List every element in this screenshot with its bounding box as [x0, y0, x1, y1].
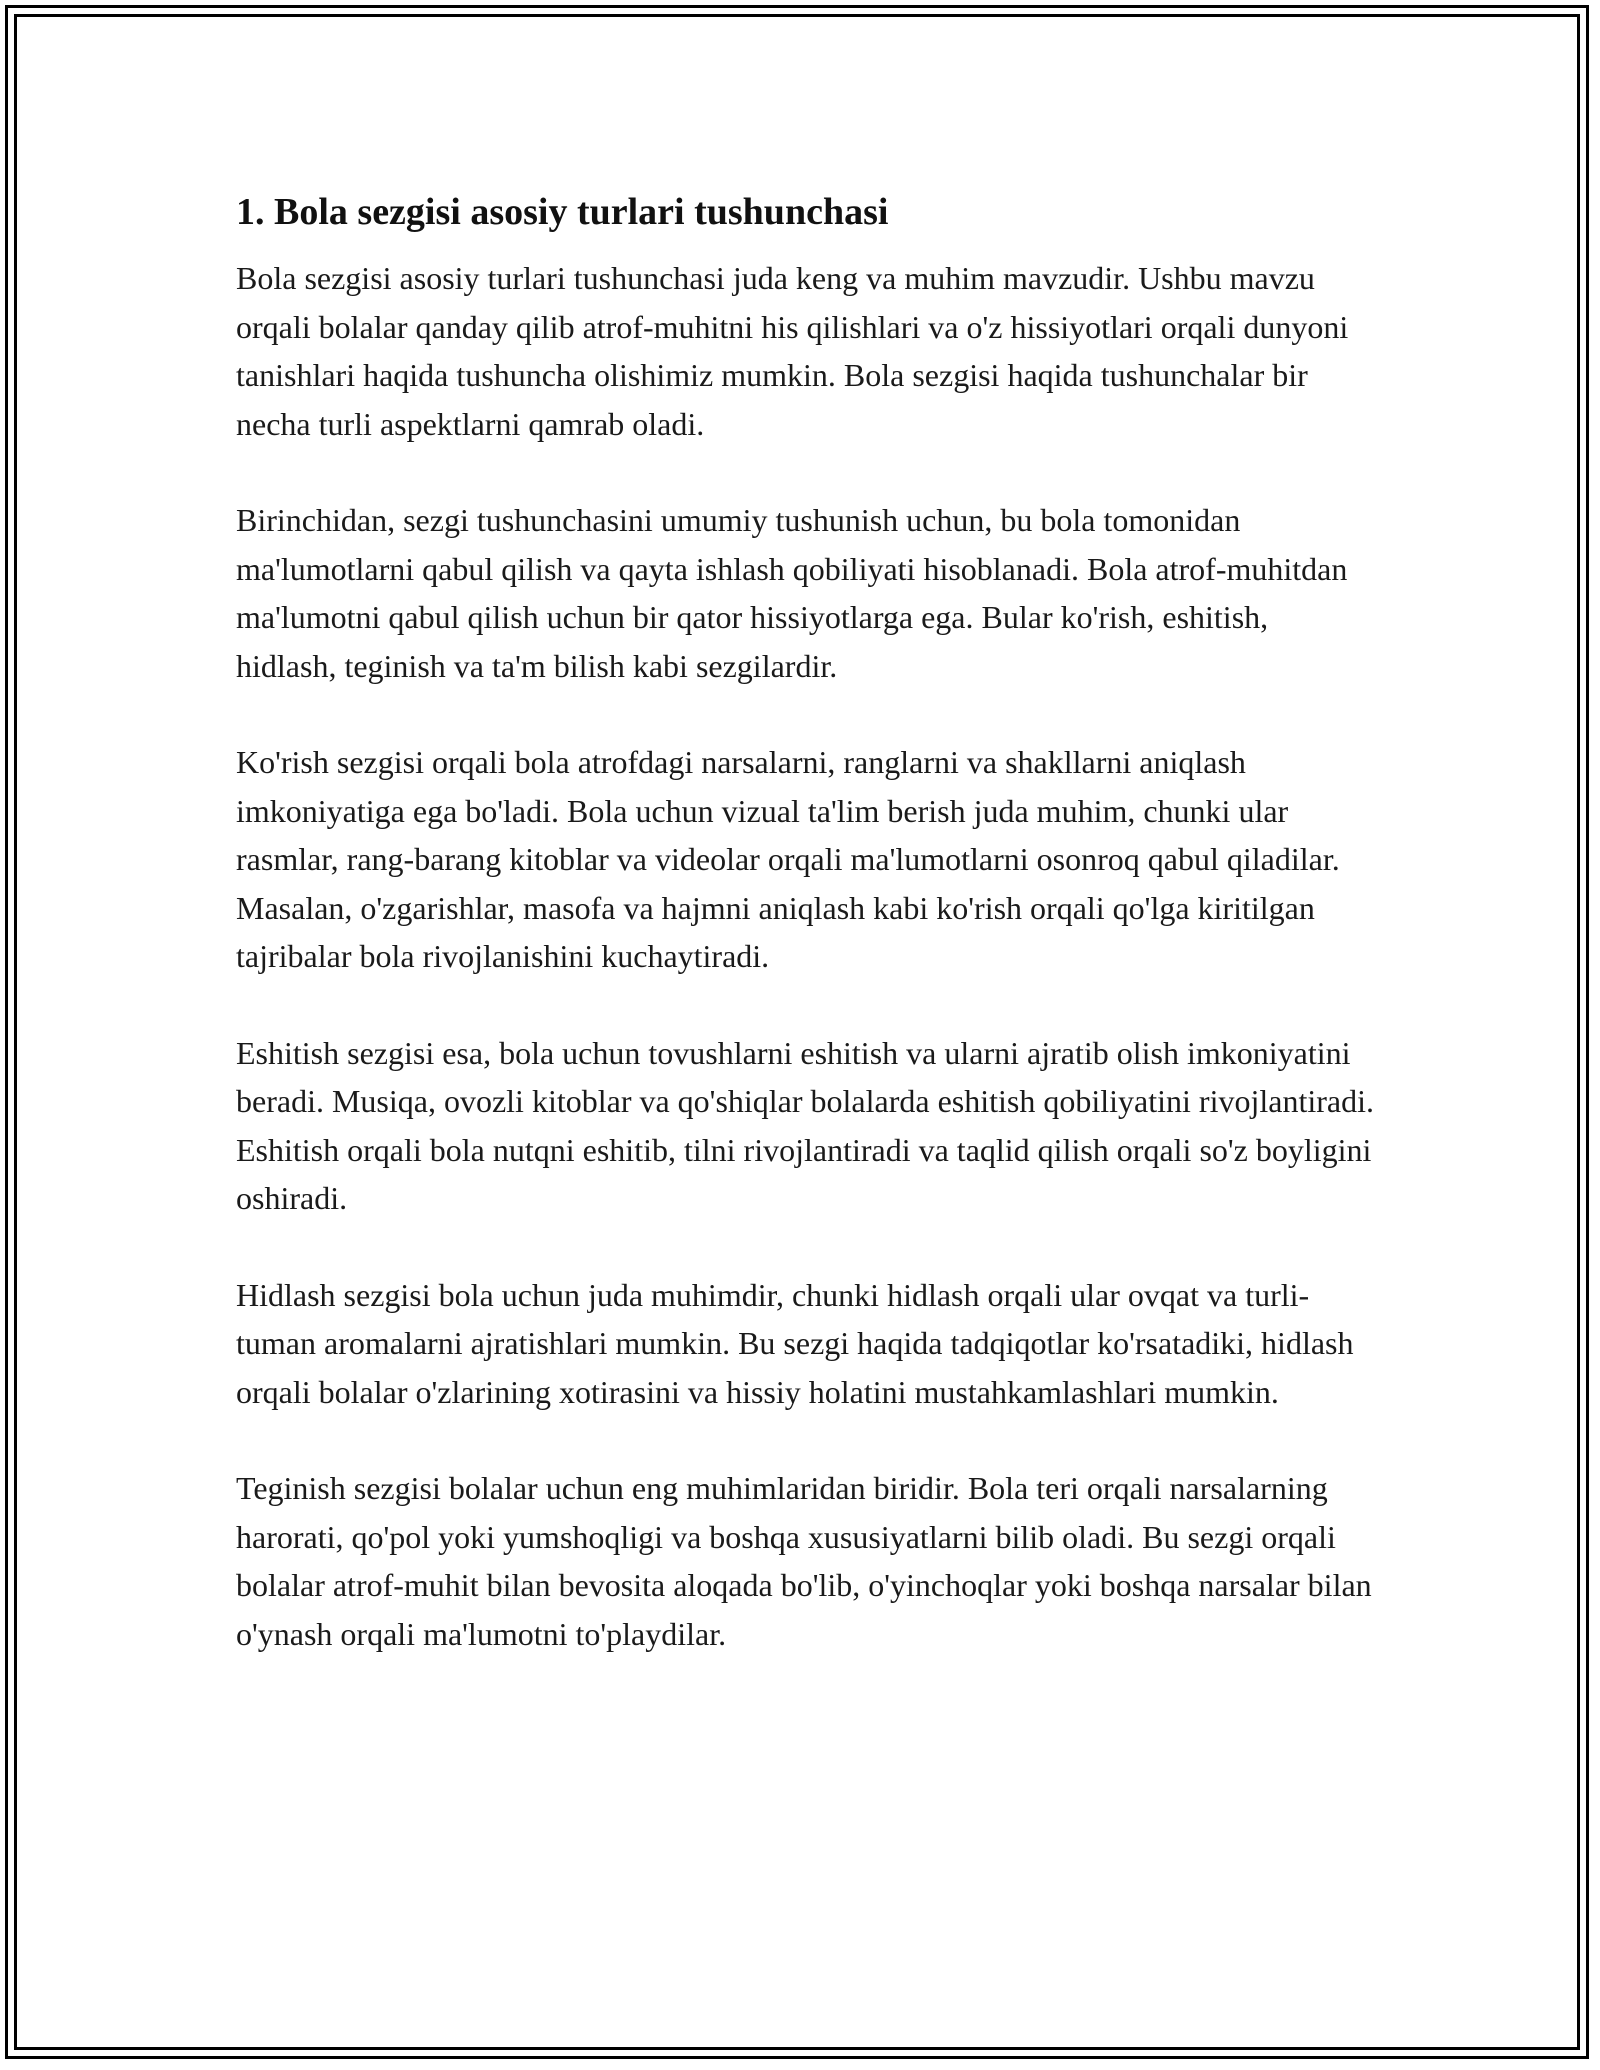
section-heading: 1. Bola sezgisi asosiy turlari tushunchasi — [236, 191, 889, 233]
paragraph-smell: Hidlash sezgisi bola uchun juda muhimdir, chunki hidlash orqali ular ovqat va turli-tuman aromalarni ajratishlari mumkin. Bu sezgi haqida tadqiqotlar ko'rsatadiki, hidlash orqali bolalar o'zlarining xotirasini va hissiy holatini mustahkamlashlari mumkin. — [236, 1276, 1354, 1410]
document-body — [236, 188, 1376, 1706]
paragraph-hearing: Eshitish sezgisi esa, bola uchun tovushlarni eshitish va ularni ajratib olish imkoniyatini beradi. Musiqa, ovozli kitoblar va qo'shiqlar bolalarda eshitish qobiliyatini rivojlantiradi. Eshitish orqali bola nutqni eshitib, tilni rivojlantiradi va taqlid qilish orqali so'z boyligini oshiradi. — [236, 1034, 1374, 1216]
paragraph-general-sense: Birinchidan, sezgi tushunchasini umumiy tushunish uchun, bu bola tomonidan ma'lumotlarni qabul qilish va qayta ishlash qobiliyati hisoblanadi. Bola atrof-muhitdan ma'lumotni qabul qilish uchun bir qator hissiyotlarga ega. Bular ko'rish, eshitish, hidlash, teginish va ta'm bilish kabi sezgilardir. — [236, 502, 1348, 684]
paragraph-intro: Bola sezgisi asosiy turlari tushunchasi juda keng va muhim mavzudir. Ushbu mavzu orqali bolalar qanday qilib atrof-muhitni his qilishlari va o'z hissiyotlari orqali dunyoni tanishlari haqida tushuncha olishimiz mumkin. Bola sezgisi haqida tushunchalar bir necha turli aspektlarni qamrab oladi. — [236, 260, 1349, 442]
paragraph-touch: Teginish sezgisi bolalar uchun eng muhimlaridan biridir. Bola teri orqali narsalarning harorati, qo'pol yoki yumshoqligi va boshqa xususiyatlarni bilib oladi. Bu sezgi orqali bolalar atrof-muhit bilan bevosita aloqada bo'lib, o'yinchoqlar yoki boshqa narsalar bilan o'ynash orqali ma'lumotni to'playdilar. — [236, 1470, 1372, 1652]
paragraph-vision: Ko'rish sezgisi orqali bola atrofdagi narsalarni, ranglarni va shakllarni aniqlash imkoniyatiga ega bo'ladi. Bola uchun vizual ta'lim berish juda muhim, chunki ular rasmlar, rang-barang kitoblar va videolar orqali ma'lumotlarni osonroq qabul qiladilar. Masalan, o'zgarishlar, masofa va hajmni aniqlash kabi ko'rish orqali qo'lga kiritilgan tajribalar bola rivojlanishini kuchaytiradi. — [236, 744, 1340, 974]
